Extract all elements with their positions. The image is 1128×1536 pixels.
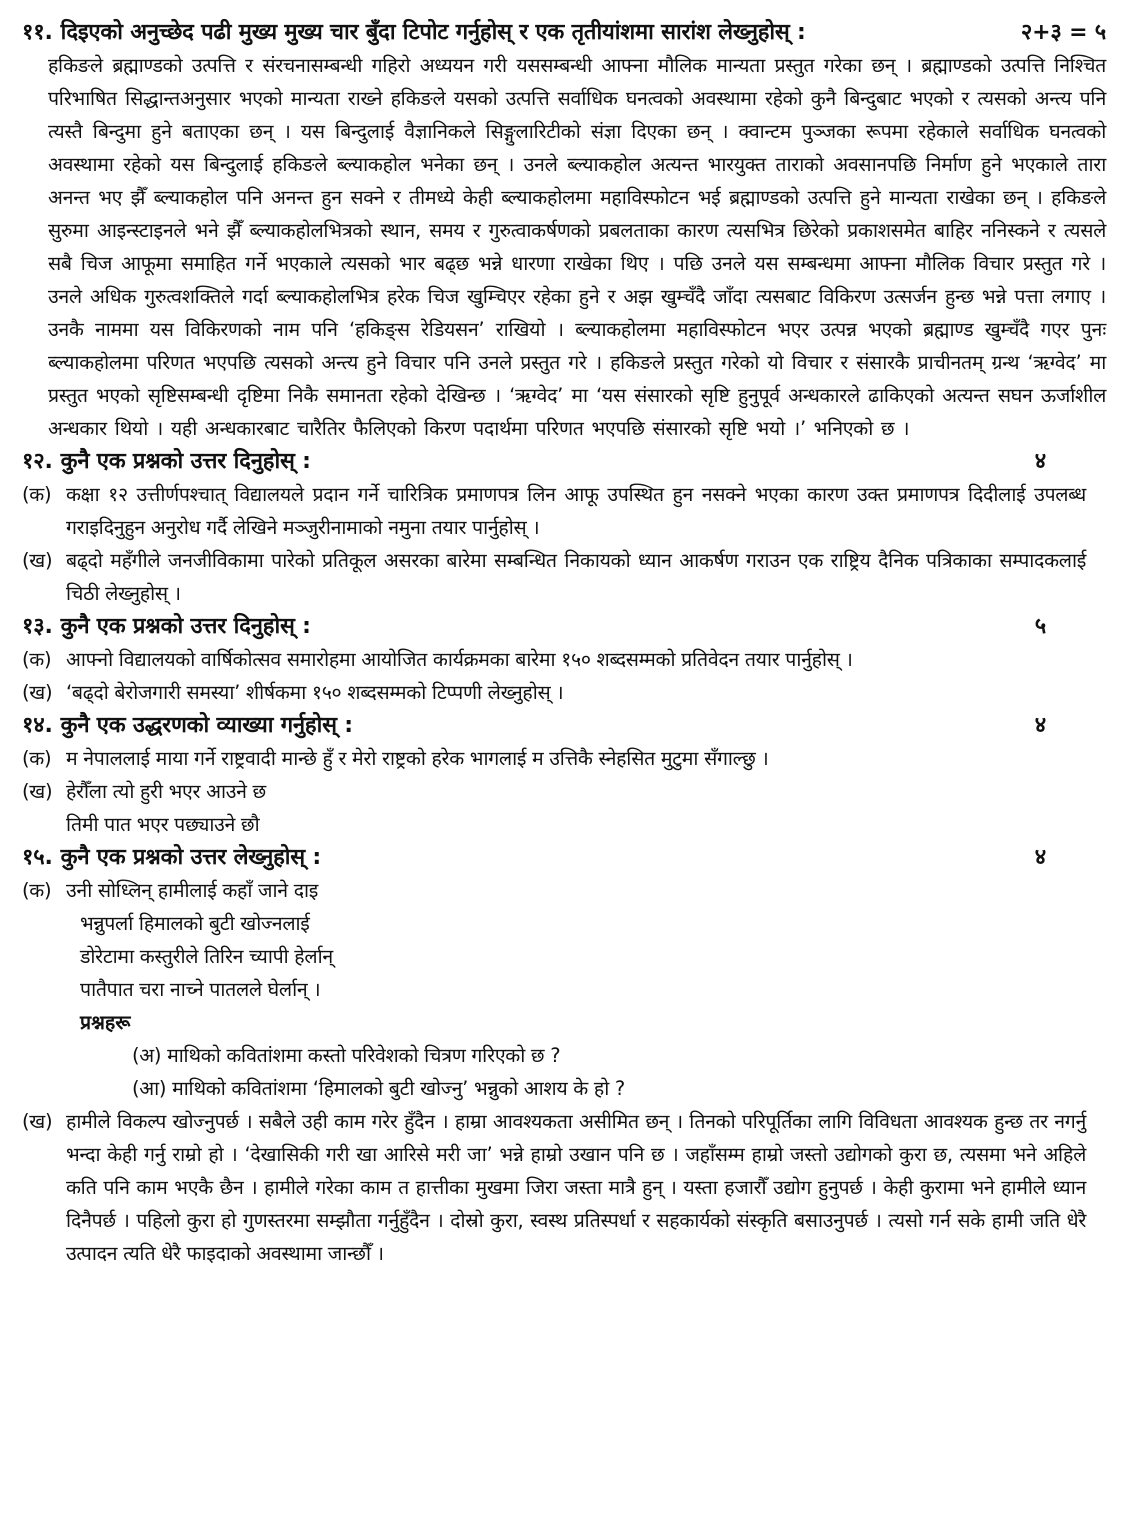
- question-14-title-wrap: [22, 709, 353, 742]
- option-kha: [22, 775, 1106, 841]
- question-15-heading: [22, 841, 1106, 874]
- question-11: [22, 16, 1106, 445]
- option-ka: [22, 478, 1106, 544]
- sub-question: (अ) माथिको कवितांशमा कस्तो परिवेशको चित्रण गरिएको छ ?: [132, 1044, 561, 1067]
- question-15-title-wrap: [22, 841, 321, 874]
- question-number: १४.: [22, 713, 53, 738]
- sub-question: (आ) माथिको कवितांशमा ‘हिमालको बुटी खोज्नु’ भन्नुको आशय के हो ?: [132, 1077, 625, 1100]
- option-label: (ख): [22, 549, 53, 572]
- option-label: (क): [22, 483, 52, 506]
- question-number: १५.: [22, 845, 53, 870]
- question-marks: २+३ = ५: [1020, 20, 1106, 45]
- option-ka: [22, 742, 1106, 775]
- option-label: (क): [22, 747, 52, 770]
- question-12: [22, 445, 1106, 610]
- option-label: (क): [22, 648, 52, 671]
- question-title: कुनै एक प्रश्नको उत्तर दिनुहोस् :: [60, 614, 311, 639]
- question-number: ११.: [22, 20, 53, 45]
- question-13-title-wrap: [22, 610, 311, 643]
- question-title: कुनै एक प्रश्नको उत्तर दिनुहोस् :: [60, 449, 311, 474]
- option-text: बढ्दो महँगीले जनजीविकामा पारेको प्रतिकूल असरका बारेमा सम्बन्धित निकायको ध्यान आकर्षण गराउन एक राष्ट्रिय दैनिक पत्रिकाका सम्पादकलाई चिठी लेख्नुहोस् ।: [66, 549, 1086, 605]
- option-ka: [22, 643, 1106, 676]
- poem-line: डोरेटामा कस्तुरीले तिरिन च्यापी हेर्लान्: [80, 945, 333, 968]
- question-13-heading: [22, 610, 1106, 643]
- poem-line: उनी सोध्लिन् हामीलाई कहाँ जाने दाइ: [66, 879, 319, 902]
- question-13: [22, 610, 1106, 709]
- option-ka: [22, 874, 1106, 907]
- option-label: (ख): [22, 681, 53, 704]
- option-label: (क): [22, 879, 52, 902]
- question-title: कुनै एक उद्धरणको व्याख्या गर्नुहोस् :: [60, 713, 353, 738]
- question-number: १२.: [22, 449, 53, 474]
- option-text: [66, 775, 1106, 841]
- verse-line: हेरौँला त्यो हुरी भएर आउने छ: [66, 780, 266, 803]
- option-label: (ख): [22, 1110, 53, 1133]
- question-title: कुनै एक प्रश्नको उत्तर लेख्नुहोस् :: [60, 845, 322, 870]
- question-title: दिइएको अनुच्छेद पढी मुख्य मुख्य चार बुँदा टिपोट गर्नुहोस् र एक तृतीयांशमा सारांश लेख्नुहोस् :: [60, 20, 806, 45]
- option-label: (ख): [22, 780, 53, 803]
- question-15: [22, 841, 1106, 1270]
- question-12-title-wrap: [22, 445, 311, 478]
- question-marks: ४: [1034, 845, 1046, 870]
- passage-text: हकिङले ब्रह्माण्डको उत्पत्ति र संरचनासम्बन्धी गहिरो अध्ययन गरी यससम्बन्धी आफ्ना मौलिक मान्यता प्रस्तुत गरेका छन् । ब्रह्माण्डको उत्पत्ति निश्चित परिभाषित सिद्धान्तअनुसार भएको मान्यता राख्ने हकिङले यसको उत्पत्ति सर्वाधिक घनत्वको अवस्थामा रहेको कुनै बिन्दुबाट भएको र त्यसको अन्त्य पनि त्यस्तै बिन्दुमा हुने बताएका छन् । यस बिन्दुलाई वैज्ञानिकले सिङ्गुलारिटीको संज्ञा दिएका छन् । क्वान्टम पुञ्जका रूपमा रहेकाले सर्वाधिक घनत्वको अवस्थामा रहेको यस बिन्दुलाई हकिङले ब्ल्याकहोल भनेका छन् । उनले ब्ल्याकहोल अत्यन्त भारयुक्त ताराको अवसानपछि निर्माण हुने भएकाले तारा अनन्त भए झैँ ब्ल्याकहोल पनि अनन्त हुन सक्ने र तीमध्ये केही ब्ल्याकहोलमा महाविस्फोटन भई ब्रह्माण्डको उत्पत्ति हुने मान्यता राखेका छन् । हकिङले सुरुमा आइन्स्टाइनले भने झैँ ब्ल्याकहोलभित्रको स्थान, समय र गुरुत्वाकर्षणको प्रबलताका कारण त्यसभित्र छिरेको प्रकाशसमेत बाहिर ननिस्कने र त्यसले सबै चिज आफूमा समाहित गर्ने भएकाले त्यसको भार बढ्छ भन्ने धारणा राखेका थिए । पछि उनले यस सम्बन्धमा आफ्ना मौलिक विचार प्रस्तुत गरे । उनले अधिक गुरुत्वशक्तिले गर्दा ब्ल्याकहोलभित्र हरेक चिज खुम्चिएर रहेका हुने र अझ खुम्चँदै जाँदा त्यसबाट विकिरण उत्सर्जन हुन्छ भन्ने पत्ता लगाए । उनकै नाममा यस विकिरणको नाम पनि ‘हकिङ्स रेडियसन’ राखियो । ब्ल्याकहोलमा महाविस्फोटन भएर उत्पन्न भएको ब्रह्माण्ड खुम्चँदै गएर पुनः ब्ल्याकहोलमा परिणत भएपछि त्यसको अन्त्य हुने विचार पनि उनले प्रस्तुत गरे । हकिङले प्रस्तुत गरेको यो विचार र संसारकै प्राचीनतम् ग्रन्थ ‘ऋग्वेद’ मा प्रस्तुत भएको सृष्टिसम्बन्धी दृष्टिमा निकै समानता रहेको देखिन्छ । ‘ऋग्वेद’ मा ‘यस संसारको सृष्टि हुनुपूर्व अन्धकारले ढाकिएको अत्यन्त सघन ऊर्जाशील अन्धकार थियो । यही अन्धकारबाट चारैतिर फैलिएको किरण पदार्थमा परिणत भएपछि संसारको सृष्टि भयो ।’ भनिएको छ ।: [48, 54, 1106, 440]
- question-12-heading: [22, 445, 1106, 478]
- question-marks: ५: [1034, 614, 1046, 639]
- questions-heading: प्रश्नहरू: [80, 1011, 131, 1034]
- option-kha: [22, 1105, 1106, 1270]
- question-14: [22, 709, 1106, 841]
- question-11-heading: [22, 16, 1106, 49]
- option-text: म नेपाललाई माया गर्ने राष्ट्रवादी मान्छे हुँ र मेरो राष्ट्रको हरेक भागलाई म उत्तिकै स्नेहसित मुटुमा सँगाल्छु ।: [66, 747, 769, 770]
- question-11-title-wrap: [22, 16, 806, 49]
- option-kha: [22, 676, 1106, 709]
- poem-line: भन्नुपर्ला हिमालको बुटी खोज्नलाई: [80, 912, 310, 935]
- poem-line: पातैपात चरा नाच्ने पातलले घेर्लान् ।: [80, 978, 321, 1001]
- option-text: कक्षा १२ उत्तीर्णपश्चात् विद्यालयले प्रदान गर्ने चारित्रिक प्रमाणपत्र लिन आफू उपस्थित हुन नसक्ने भएका कारण उक्त प्रमाणपत्र दिदीलाई उपलब्ध गराइदिनुहुन अनुरोध गर्दै लेखिने मञ्जुरीनामाको नमुना तयार पार्नुहोस् ।: [66, 483, 1086, 539]
- option-text: ‘बढ्दो बेरोजगारी समस्या’ शीर्षकमा १५० शब्दसम्मको टिप्पणी लेख्नुहोस् ।: [66, 681, 564, 704]
- option-text: आफ्नो विद्यालयको वार्षिकोत्सव समारोहमा आयोजित कार्यक्रमका बारेमा १५० शब्दसम्मको प्रतिवेदन तयार पार्नुहोस् ।: [66, 648, 853, 671]
- option-kha: [22, 544, 1106, 610]
- question-marks: ४: [1034, 449, 1046, 474]
- question-number: १३.: [22, 614, 53, 639]
- question-14-heading: [22, 709, 1106, 742]
- verse-line: तिमी पात भएर पछ्याउने छौ: [66, 813, 260, 836]
- question-marks: ४: [1034, 713, 1046, 738]
- option-text: हामीले विकल्प खोज्नुपर्छ । सबैले उही काम गरेर हुँदैन । हाम्रा आवश्यकता असीमित छन् । तिनको परिपूर्तिका लागि विविधता आवश्यक हुन्छ तर नगर्नु भन्दा केही गर्नु राम्रो हो । ‘देखासिकी गरी खा आरिसे मरी जा’ भन्ने हाम्रो उखान पनि छ । जहाँसम्म हाम्रो जस्तो उद्योगको कुरा छ, त्यसमा भने अहिले कति पनि काम भएकै छैन । हामीले गरेका काम त हात्तीका मुखमा जिरा जस्ता मात्रै हुन् । यस्ता हजारौँ उद्योग हुनुपर्छ । केही कुरामा भने हामीले ध्यान दिनैपर्छ । पहिलो कुरा हो गुणस्तरमा सम्झौता गर्नुहुँदैन । दोस्रो कुरा, स्वस्थ प्रतिस्पर्धा र सहकार्यको संस्कृति बसाउनुपर्छ । त्यसो गर्न सके हामी जति धेरै उत्पादन त्यति धेरै फाइदाको अवस्थामा जान्छौँ ।: [66, 1110, 1086, 1265]
